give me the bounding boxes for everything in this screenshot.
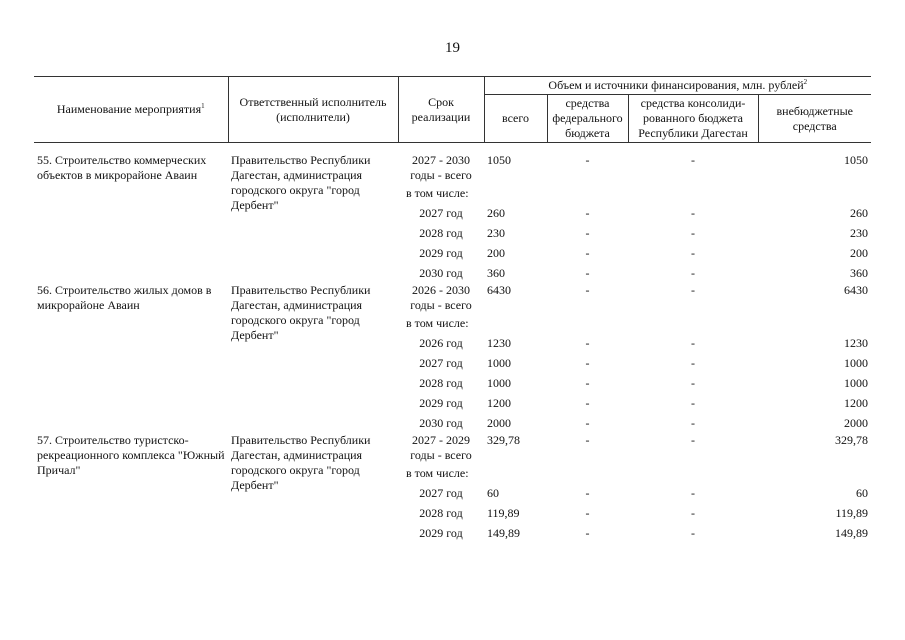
value-federal: - — [585, 283, 590, 297]
measure-name: 56. Строительство жилых домов в микрорайоне Аваин — [37, 283, 212, 312]
measure-executor: Правительство Республики Дагестан, администрация городского округа "город Дербент" — [231, 153, 371, 212]
year-label: 2027 год — [419, 356, 463, 370]
value-extra: 6430 — [844, 283, 869, 297]
value-federal: - — [585, 153, 590, 167]
value-total: 149,89 — [487, 526, 520, 540]
value-total: 1050 — [487, 153, 511, 167]
table-header — [34, 77, 871, 143]
value-extra: 230 — [850, 226, 869, 240]
value-extra: 1200 — [844, 396, 869, 410]
value-total: 1000 — [487, 376, 511, 390]
value-federal: - — [585, 206, 590, 220]
value-federal: - — [585, 246, 590, 260]
value-federal: - — [585, 486, 590, 500]
value-consolidated: - — [691, 283, 695, 297]
value-consolidated: - — [691, 416, 695, 430]
value-extra: 60 — [856, 486, 869, 500]
header-extra: внебюджетные средства — [758, 95, 871, 143]
year-label: 2029 год — [419, 526, 463, 540]
year-label: 2028 год — [419, 376, 463, 390]
value-extra: 1000 — [844, 376, 869, 390]
value-total: 2000 — [487, 416, 511, 430]
value-total: 260 — [487, 206, 505, 220]
page-number: 19 — [445, 40, 460, 56]
value-extra: 1000 — [844, 356, 869, 370]
measure-term: 2027 - 2029 годы - всего — [410, 433, 472, 462]
value-total: 1200 — [487, 396, 511, 410]
value-federal: - — [585, 376, 590, 390]
value-consolidated: - — [691, 226, 695, 240]
year-label: 2027 год — [419, 486, 463, 500]
value-total: 230 — [487, 226, 505, 240]
year-label: 2030 год — [419, 266, 463, 280]
value-federal: - — [585, 356, 590, 370]
value-federal: - — [585, 433, 590, 447]
value-federal: - — [585, 396, 590, 410]
measure-executor: Правительство Республики Дагестан, администрация городского округа "город Дербент" — [231, 283, 371, 342]
value-total: 6430 — [487, 283, 511, 297]
table-body — [34, 143, 871, 544]
year-label: 2030 год — [419, 416, 463, 430]
value-extra: 329,78 — [835, 433, 869, 447]
value-extra: 360 — [850, 266, 869, 280]
value-total: 60 — [487, 486, 499, 500]
value-federal: - — [585, 506, 590, 520]
in-that-number-label: в том числе: — [406, 186, 469, 200]
value-consolidated: - — [691, 246, 695, 260]
table-row — [34, 153, 871, 183]
in-that-number-label: в том числе: — [406, 466, 469, 480]
value-total: 329,78 — [487, 433, 520, 447]
value-consolidated: - — [691, 153, 695, 167]
value-consolidated: - — [691, 356, 695, 370]
year-label: 2028 год — [419, 506, 463, 520]
table-row — [34, 283, 871, 313]
value-federal: - — [585, 336, 590, 350]
value-federal: - — [585, 416, 590, 430]
financing-table — [34, 76, 871, 543]
value-consolidated: - — [691, 486, 695, 500]
header-consolidated: средства консолиди-рованного бюджета Республики Дагестан — [628, 95, 758, 143]
in-that-number-label: в том числе: — [406, 316, 469, 330]
value-consolidated: - — [691, 526, 695, 540]
value-federal: - — [585, 226, 590, 240]
measure-executor: Правительство Республики Дагестан, администрация городского округа "город Дербент" — [231, 433, 371, 492]
value-extra: 1230 — [844, 336, 869, 350]
value-consolidated: - — [691, 376, 695, 390]
value-total: 1230 — [487, 336, 511, 350]
value-extra: 1050 — [844, 153, 869, 167]
year-label: 2029 год — [419, 246, 463, 260]
value-consolidated: - — [691, 506, 695, 520]
year-label: 2029 год — [419, 396, 463, 410]
header-financing-group: Объем и источники финансирования, млн. рублей$^2$ — [484, 77, 871, 95]
header-total: всего — [484, 95, 547, 143]
header-name: Наименование мероприятия$^1$ — [34, 77, 228, 143]
value-extra: 200 — [850, 246, 869, 260]
value-total: 119,89 — [487, 506, 520, 520]
table-row — [34, 433, 871, 463]
measure-name: 57. Строительство туристско-рекреационного комплекса "Южный Причал" — [37, 433, 225, 477]
value-consolidated: - — [691, 396, 695, 410]
value-extra: 260 — [850, 206, 869, 220]
value-consolidated: - — [691, 206, 695, 220]
measure-term: 2026 - 2030 годы - всего — [410, 283, 472, 312]
measure-name: 55. Строительство коммерческих объектов в микрорайоне Аваин — [37, 153, 207, 182]
value-consolidated: - — [691, 433, 695, 447]
value-consolidated: - — [691, 336, 695, 350]
value-extra: 119,89 — [835, 506, 869, 520]
year-label: 2027 год — [419, 206, 463, 220]
value-total: 200 — [487, 246, 505, 260]
header-federal: средства федерального бюджета — [547, 95, 628, 143]
value-extra: 2000 — [844, 416, 869, 430]
year-label: 2026 год — [419, 336, 463, 350]
header-executor: Ответственный исполнитель (исполнители) — [228, 77, 398, 143]
year-label: 2028 год — [419, 226, 463, 240]
measure-term: 2027 - 2030 годы - всего — [410, 153, 472, 182]
header-term: Срок реализации — [398, 77, 484, 143]
value-extra: 149,89 — [835, 526, 869, 540]
value-federal: - — [585, 526, 590, 540]
value-consolidated: - — [691, 266, 695, 280]
value-total: 360 — [487, 266, 505, 280]
value-federal: - — [585, 266, 590, 280]
value-total: 1000 — [487, 356, 511, 370]
